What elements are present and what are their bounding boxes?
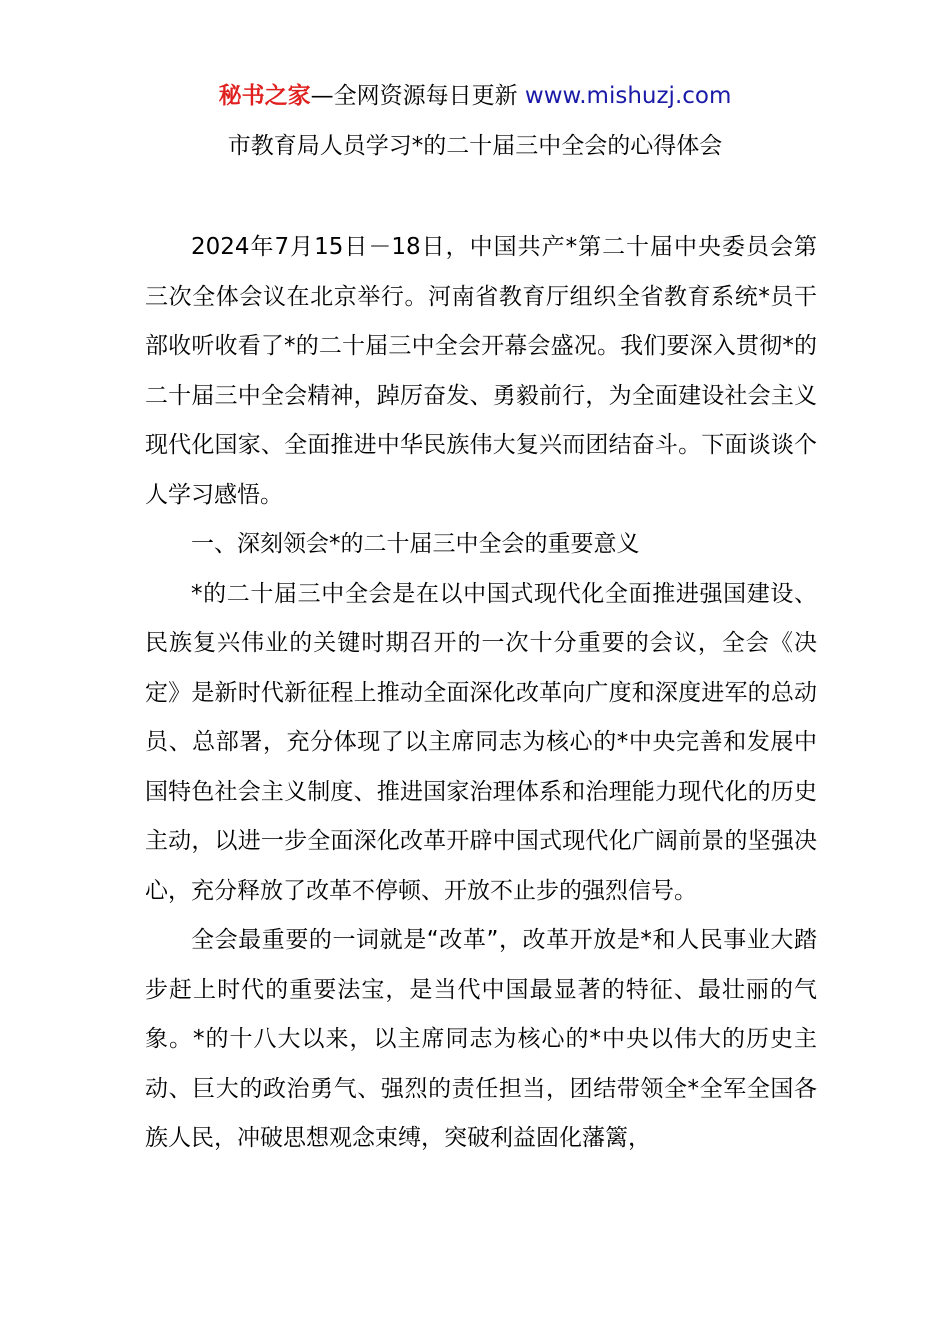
section-heading-1: 一、深刻领会*的二十届三中全会的重要意义 [191, 531, 640, 557]
document-title: 市教育局人员学习*的二十届三中全会的心得体会 [227, 133, 723, 159]
site-header [0, 78, 950, 114]
paragraph-reform: 全会最重要的一词就是“改革”，改革开放是*和人民事业大踏步赶上时代的重要法宝，是当代中国最显著的特征、最壮丽的气象。*的十八大以来，以主席同志为核心的*中央以伟大的历史主动、巨大的政治勇气、强烈的责任担当，团结带领全*全军全国各族人民，冲破思想观念束缚，突破利益固化藩篱， [145, 927, 817, 1151]
paragraph-significance: *的二十届三中全会是在以中国式现代化全面推进强国建设、民族复兴伟业的关键时期召开的一次十分重要的会议，全会《决定》是新时代新征程上推动全面深化改革向广度和深度进军的总动员、总部署，充分体现了以主席同志为核心的*中央完善和发展中国特色社会主义制度、推进国家治理体系和治理能力现代化的历史主动，以进一步全面深化改革开辟中国式现代化广阔前景的坚强决心，充分释放了改革不停顿、开放不止步的强烈信号。 [145, 580, 817, 904]
site-url-link[interactable]: www.mishuzj.com [524, 83, 732, 109]
site-brand: 秘书之家 [218, 83, 311, 109]
document-body [145, 223, 817, 1164]
site-tagline: —全网资源每日更新 [310, 83, 518, 109]
paragraph-intro: 2024年7月15日－18日，中国共产*第二十届中央委员会第三次全体会议在北京举行。河南省教育厅组织全省教育系统*员干部收听收看了*的二十届三中全会开幕会盛况。我们要深入贯彻*的二十届三中全会精神，踔厉奋发、勇毅前行，为全面建设社会主义现代化国家、全面推进中华民族伟大复兴而团结奋斗。下面谈谈个人学习感悟。 [145, 234, 817, 508]
